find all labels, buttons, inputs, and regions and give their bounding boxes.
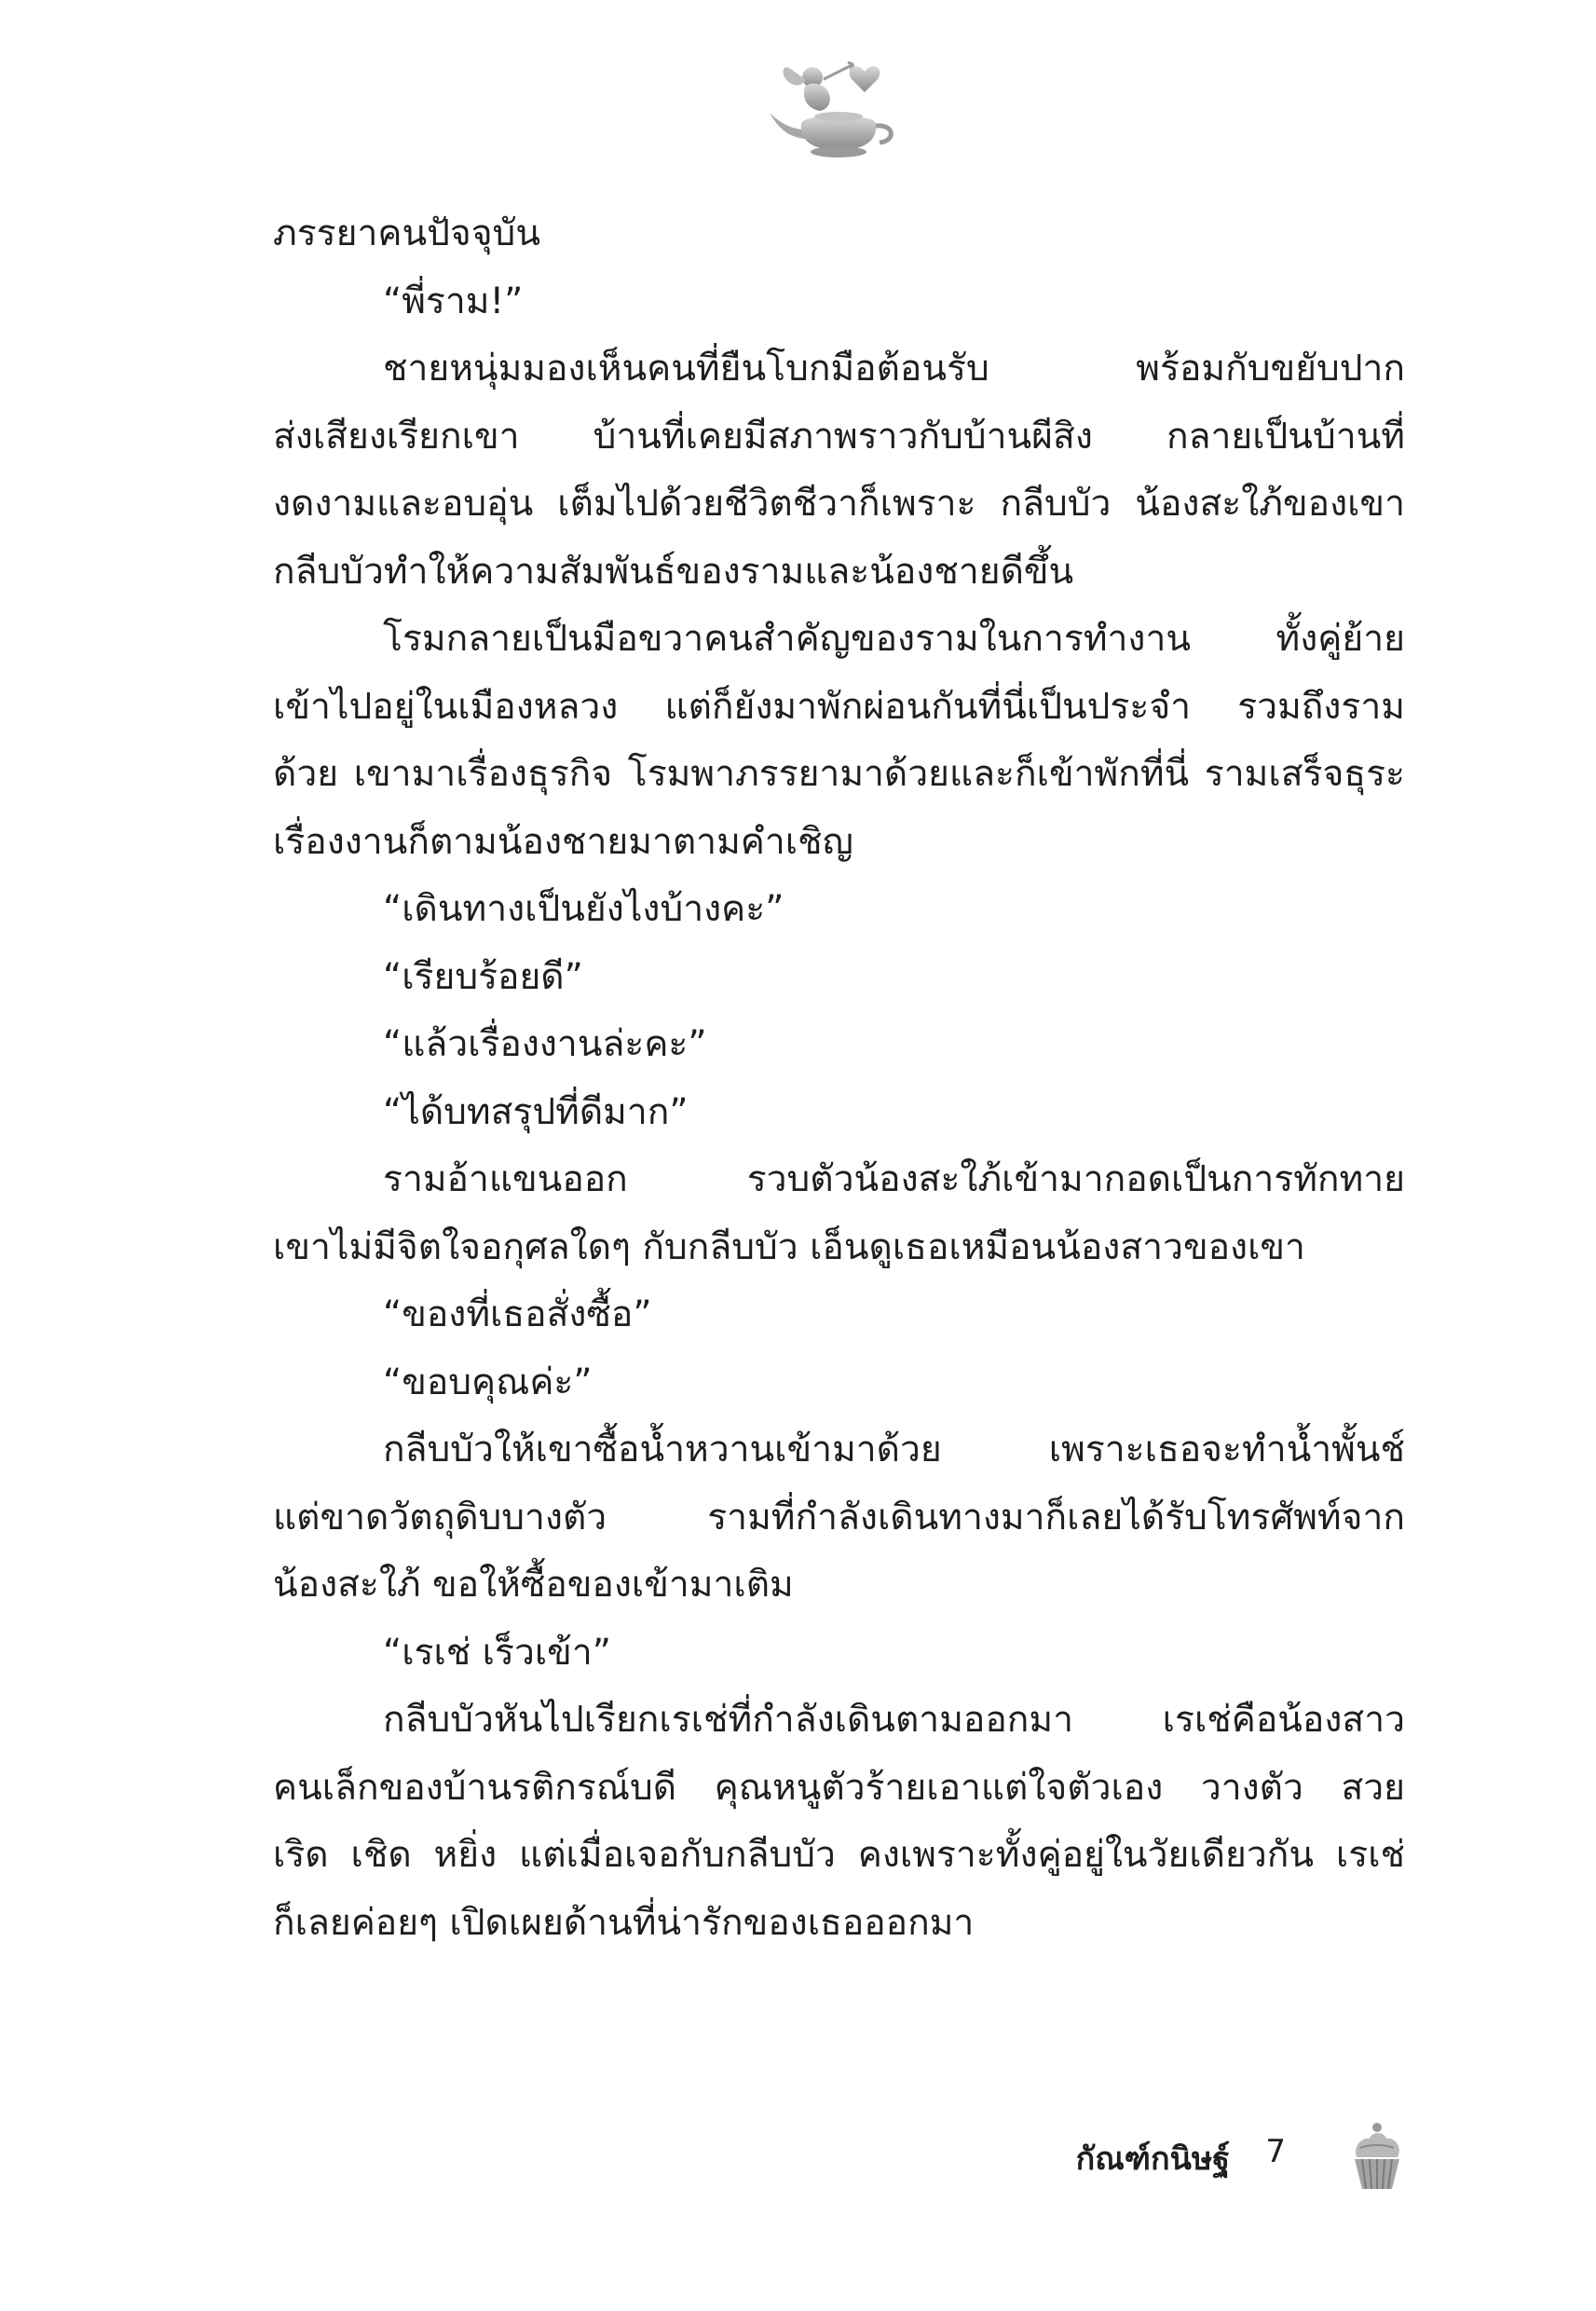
cherub-teapot-icon [764,51,904,168]
text-line: ก็เลยค่อยๆ เปิดเผยด้านที่น่ารักของเธอออกมา [273,1901,975,1944]
text-line: ส่งเสียงเรียกเขา บ้านที่เคยมีสภาพราวกับบ้านผีสิง กลายเป็นบ้านที่ [273,415,1405,458]
text-line: เขาไม่มีจิตใจอกุศลใดๆ กับกลีบบัว เอ็นดูเธอเหมือนน้องสาวของเขา [273,1225,1305,1268]
text-line: โรมกลายเป็นมือขวาคนสำคัญของรามในการทำงาน ทั้งคู่ย้าย [383,618,1405,660]
text-line: ภรรยาคนปัจจุบัน [273,212,540,254]
text-line: กลีบบัวให้เขาซื้อน้ำหวานเข้ามาด้วย เพราะเธอจะทำน้ำพั้นช์ [383,1429,1405,1470]
cupcake-icon [1349,2120,1405,2193]
text-line: “เดินทางเป็นยังไงบ้างคะ” [383,888,784,930]
text-line: กลีบบัวทำให้ความสัมพันธ์ของรามและน้องชายดีขึ้น [273,550,1074,593]
text-line: รามอ้าแขนออก รวบตัวน้องสะใภ้เข้ามากอดเป็นการทักทาย [383,1158,1405,1200]
text-line: แต่ขาดวัตถุดิบบางตัว รามที่กำลังเดินทางมาก็เลยได้รับโทรศัพท์จาก [273,1496,1405,1538]
text-line: “ของที่เธอสั่งซื้อ” [383,1293,652,1335]
page-footer [1053,2120,1425,2195]
text-line: งดงามและอบอุ่น เต็มไปด้วยชีวิตชีวาก็เพราะ กลีบบัว น้องสะใภ้ของเขา [273,483,1405,525]
text-line: “แล้วเรื่องงานล่ะคะ” [383,1023,707,1065]
chapter-body-text [273,200,1405,1957]
text-line: “เรเช่ เร็วเข้า” [383,1631,611,1674]
text-line: คนเล็กของบ้านรติกรณ์บดี คุณหนูตัวร้ายเอาแต่ใจตัวเอง วางตัว สวย [273,1766,1405,1809]
text-line: ด้วย เขามาเรื่องธุรกิจ โรมพาภรรยามาด้วยและก็เข้าพักที่นี่ รามเสร็จธุระ [273,753,1405,795]
text-line: กลีบบัวหันไปเรียกเรเช่ที่กำลังเดินตามออกมา เรเช่คือน้องสาว [383,1699,1405,1741]
book-title: กัณฑ์กนิษฐ์ [1075,2140,1230,2178]
text-line: “ได้บทสรุปที่ดีมาก” [383,1090,689,1133]
page-number: 7 [1265,2133,1286,2170]
text-line: “ขอบคุณค่ะ” [383,1361,593,1403]
text-line: ชายหนุ่มมองเห็นคนที่ยืนโบกมือต้อนรับ พร้อมกับขยับปาก [383,348,1405,390]
text-line: เรื่องงานก็ตามน้องชายมาตามคำเชิญ [273,820,853,863]
text-line: “เรียบร้อยดี” [383,955,583,998]
text-line: เริด เชิด หยิ่ง แต่เมื่อเจอกับกลีบบัว คงเพราะทั้งคู่อยู่ในวัยเดียวกัน เรเช่ [273,1834,1405,1876]
text-line: “พี่ราม!” [383,280,524,322]
text-line: น้องสะใภ้ ขอให้ซื้อของเข้ามาเติม [273,1564,794,1606]
text-line: เข้าไปอยู่ในเมืองหลวง แต่ก็ยังมาพักผ่อนกันที่นี่เป็นประจำ รวมถึงราม [273,685,1405,728]
